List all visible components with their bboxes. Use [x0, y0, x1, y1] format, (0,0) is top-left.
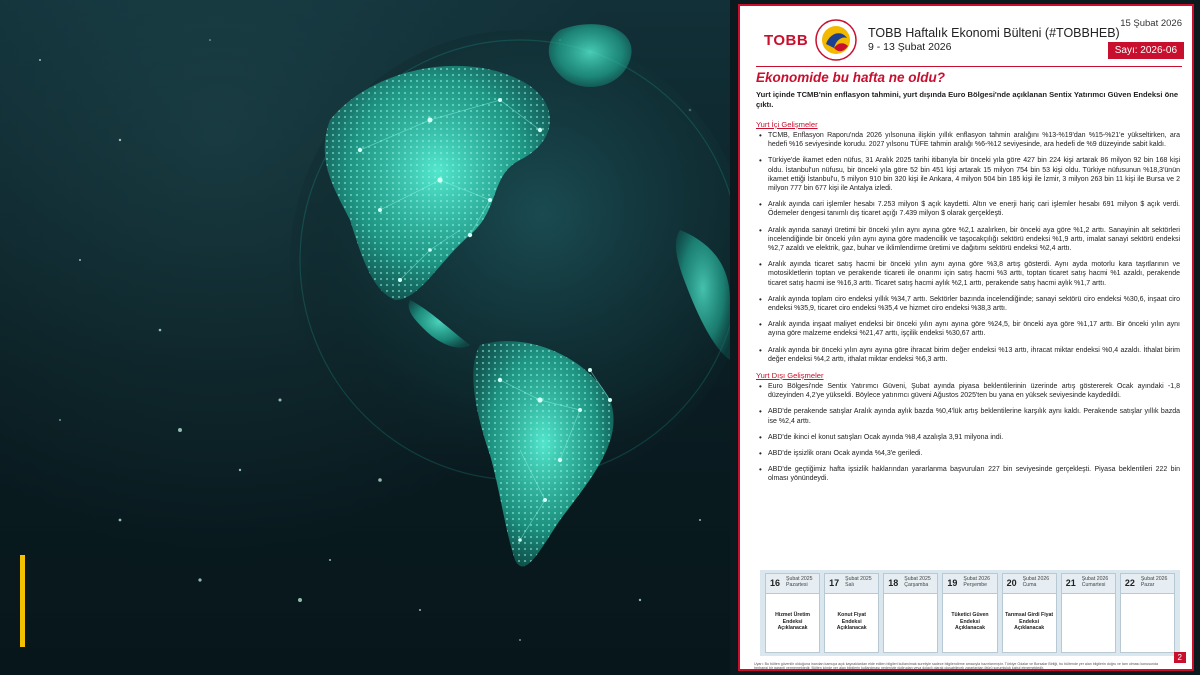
calendar-day — [765, 573, 820, 653]
calendar-event: Tarımsal Girdi Fiyat Endeksi Açıklanacak — [1005, 612, 1054, 631]
intro-paragraph: Yurt içinde TCMB'nin enflasyon tahmini, yurt dışında Euro Bölgesi'nde açıklanan Sentix Yatırımcı Güven Endeksi öne çıktı. — [756, 90, 1179, 109]
calendar-weekday: Pazartesi — [786, 582, 808, 588]
calendar-month: Şubat 2025 — [904, 576, 931, 582]
calendar-day — [883, 573, 938, 653]
tobb-logo-text: TOBB — [764, 32, 809, 49]
calendar-month: Şubat 2025 — [786, 576, 813, 582]
list-item: • Aralık ayında bir önceki yılın aynı ayına göre ihracat birim değer endeksi %13 arttı, ihracat miktar endeksi %0,4 azaldı. İthalat birim değer endeksi %4,2 arttı, ithalat miktar endeksi %6,3 arttı. — [756, 346, 1180, 364]
calendar-day-number: 20 — [1006, 578, 1017, 588]
list-item: • Aralık ayında ticaret satış hacmi bir önceki yılın aynı ayına göre %3,8 artış gösterdi. Aynı ayda motorlu kara taşıtlarının ve motosikletlerin toptan ve perakende ticareti ile onarımı için satış hacmi %3 arttı, toptan ticaret satış hacmi %1 azaldı, perakende ticaret satış hacmi ise %16,3 arttı. Ticaret satış hacmi aylık %2,1 arttı, perakende satış hacmi aylık %1,7 arttı. — [756, 260, 1180, 288]
calendar-month: Şubat 2026 — [963, 576, 990, 582]
bulletin-title: TOBB Haftalık Ekonomi Bülteni (#TOBBHEB) — [868, 26, 1120, 40]
domestic-heading: Yurt İçi Gelişmeler — [756, 120, 818, 129]
calendar-event: Hizmet Üretim Endeksi Açıklanacak — [775, 612, 811, 631]
calendar-day — [824, 573, 879, 653]
calendar-day — [1061, 573, 1116, 653]
issue-number-badge: Sayı: 2026-06 — [1108, 42, 1184, 59]
calendar-weekday: Cuma — [1022, 582, 1037, 588]
bulletin-body — [756, 70, 1180, 491]
list-item: • Aralık ayında toplam ciro endeksi yıllık %34,7 arttı. Sektörler bazında incelendiğinde; sanayi sektörü ciro endeksi %30,6, inşaat ciro endeksi %35,9, ticaret ciro endeksi %35,4 ve hizmet ciro endeksi %38,3 arttı. — [756, 295, 1180, 313]
calendar-weekday: Çarşamba — [904, 582, 929, 588]
calendar-day-number: 17 — [829, 578, 840, 588]
issue-date: 15 Şubat 2026 — [1120, 18, 1182, 29]
calendar-day-number: 18 — [888, 578, 899, 588]
list-item: • ABD'de geçtiğimiz hafta işsizlik haklarından yararlanma başvuruları 227 bin seviyesinde gerçekleşti. Piyasa beklentileri 222 bin olması yönündeydi. — [756, 465, 1180, 483]
calendar-event: Konut Fiyat Endeksi Açıklanacak — [836, 612, 867, 631]
calendar-month: Şubat 2026 — [1022, 576, 1050, 582]
foreign-bullet-list — [756, 382, 1180, 484]
calendar-day — [942, 573, 997, 653]
calendar-event: Tüketici Güven Endeksi Açıklanacak — [951, 612, 989, 631]
section-title: Ekonomide bu hafta ne oldu? — [756, 70, 945, 85]
bulletin-header — [740, 6, 1192, 66]
calendar-month: Şubat 2026 — [1081, 576, 1109, 582]
calendar-weekday: Salı — [845, 582, 855, 588]
calendar-day — [1120, 573, 1175, 653]
list-item: • Aralık ayında cari işlemler hesabı 7.253 milyon $ açık kaydetti. Altın ve enerji hariç cari işlemler hesabı 691 milyon $ açık verdi. Ödemeler dengesi tanımlı dış ticaret açığı 7.439 milyon $ olarak gerçekleşti. — [756, 200, 1180, 218]
page-number-badge: 2 — [1174, 652, 1186, 663]
list-item: • Euro Bölgesi'nde Sentix Yatırımcı Güveni, Şubat ayında piyasa beklentilerinin üzerinde artış göstererek Ocak ayındaki -1,8 düzeyinden 4,2'ye yükseldi. Böylece yatırımcı güveni Ağustos 2025'ten bu yana en yüksek seviyesinde kaydedildi. — [756, 382, 1180, 400]
list-item: • ABD'de perakende satışlar Aralık ayında aylık bazda %0,4'lük artış beklentilerine karşılık aynı kaldı. Perakende satışlar yıllık bazda ise %2,4 arttı. — [756, 407, 1180, 425]
foreign-heading: Yurt Dışı Gelişmeler — [756, 371, 824, 381]
list-item: • TCMB, Enflasyon Raporu'nda 2026 yılsonuna ilişkin yıllık enflasyon tahmin aralığını %13-%19'dan %15-%21'e yükseltirken, ara hedefi %16 seviyesinde korudu. 2027 yılsonu TÜFE tahmin aralığı %6-%12 seviyesinde, ara hedefi de %9 düzeyinde sabit kaldı. — [756, 131, 1180, 149]
bulletin-page — [738, 4, 1194, 671]
list-item: • ABD'de işsizlik oranı Ocak ayında %4,3'e geriledi. — [756, 449, 1180, 458]
calendar-day-number: 21 — [1065, 578, 1076, 588]
bulletin-date-range: 9 - 13 Şubat 2026 — [868, 41, 952, 53]
calendar-day-number: 22 — [1124, 578, 1135, 588]
list-item: • Aralık ayında inşaat maliyet endeksi bir önceki yılın aynı ayına göre %24,5, bir önceki aya göre %1,17 arttı. Bir önceki yılın aynı ayına göre malzeme endeksi %21,47 arttı, işçilik endeksi %30,67 arttı. — [756, 320, 1180, 338]
calendar-day-number: 19 — [947, 578, 958, 588]
calendar-month: Şubat 2025 — [845, 576, 872, 582]
calendar-day — [1002, 573, 1057, 653]
calendar-weekday: Cumartesi — [1081, 582, 1106, 588]
domestic-bullet-list — [756, 131, 1180, 364]
list-item: • ABD'de ikinci el konut satışları Ocak ayında %8,4 azalışla 3,91 milyona indi. — [756, 433, 1180, 442]
calendar-weekday: Pazar — [1140, 582, 1155, 588]
list-item: • Aralık ayında sanayi üretimi bir önceki yılın aynı ayına göre %2,1 azalırken, bir önceki aya göre %1,2 arttı. Sanayinin alt sektörleri incelendiğinde bir önceki yılın aynı ayına göre madencilik ve taşocakçılığı sektörü endeksi %1,9 arttı, imalat sanayi sektörü endeksi %2,7 azaldı ve elektrik, gaz, buhar ve iklimlendirme üretimi ve dağıtımı sektörü endeksi %2,4 arttı. — [756, 226, 1180, 254]
calendar-month: Şubat 2026 — [1140, 576, 1168, 582]
weekly-calendar — [760, 570, 1180, 656]
header-divider — [756, 66, 1182, 67]
accent-bar — [20, 555, 25, 647]
calendar-day-number: 16 — [770, 578, 781, 588]
disclaimer-footnote: Uyarı: Bu bülten güvenilir olduğuna inanılan kamuya açık kaynaklardan elde edilen bilgileri kullanılmak suretiyle sadece bilgilendirme amacıyla hazırlanmıştır. Türkiye Odalar ve Borsalar Birliği, bu bültende yer alan bilgilerin doğru ve tam olması konusunda herhangi bir garanti vermemektedir. Bülten içinde yer alan bilgilerin kullanılması nedeniyle doğrudan veya dolaylı olarak oluşabilecek zararlardan ötürü sorumluluk kabul etmemektedir. — [754, 662, 1159, 671]
list-item: • Türkiye'de ikamet eden nüfus, 31 Aralık 2025 tarihi itibarıyla bir önceki yıla göre 427 bin 224 kişi artarak 86 milyon 92 bin 168 kişi oldu. İstanbul'un nüfusu, bir önceki yıla göre 52 bin 451 kişi artarak 15 milyon 754 bin 53 kişi oldu. Türkiye nüfusunun %18,3'ünün ikamet ettiği İstanbul'u, 5 milyon 910 bin 320 kişi ile Ankara, 4 milyon 504 bin 185 kişi ile İzmir, 3 milyon 263 bin 11 kişi ile Bursa ve 2 milyon 777 bin 677 kişi ile Antalya izledi. — [756, 156, 1180, 193]
tobb-seal-icon — [814, 18, 858, 62]
calendar-weekday: Perşembe — [963, 582, 988, 588]
